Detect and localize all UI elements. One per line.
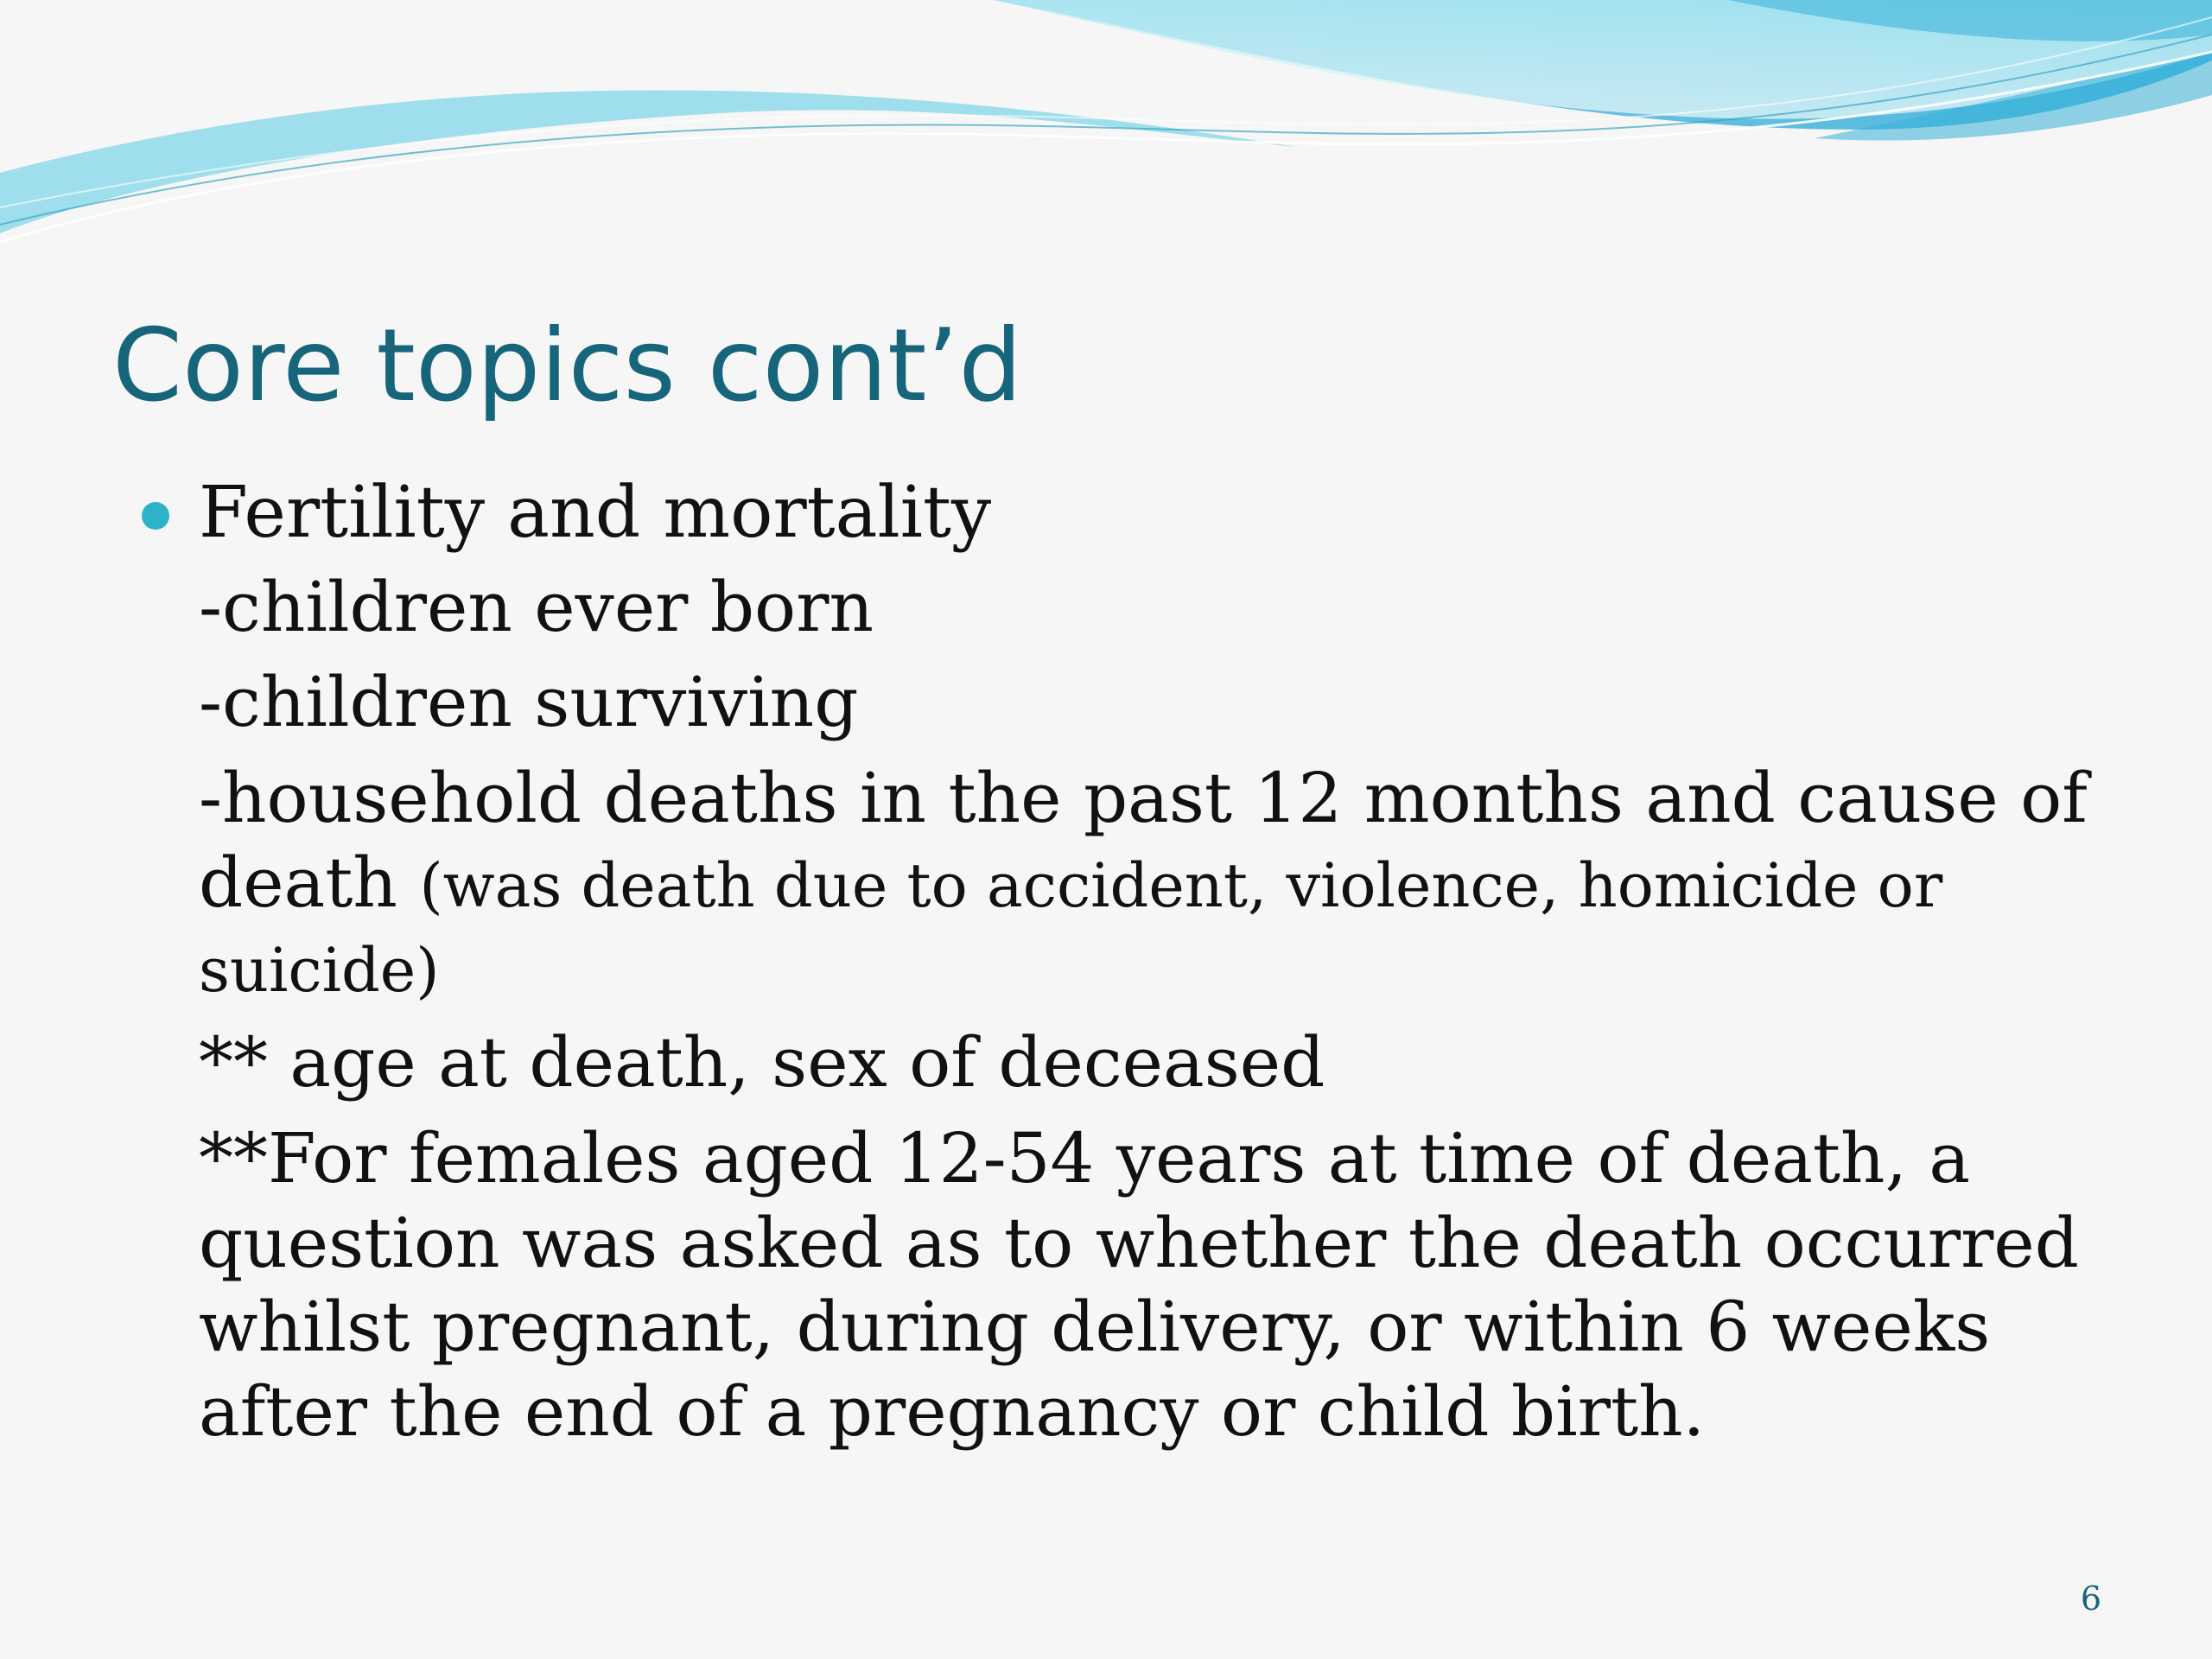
bullet-icon (142, 502, 169, 530)
bullet-item (199, 471, 2134, 556)
wave-band-left (0, 0, 1296, 233)
header-wave-decoration (0, 0, 2212, 259)
item-age-sex: ** age at death, sex of deceased (199, 1022, 1325, 1103)
slide-content (199, 471, 2134, 1466)
bullet-text: Fertility and mortality (199, 472, 992, 554)
item-household-deaths (199, 756, 2134, 1009)
item-children-surviving: -children surviving (199, 662, 859, 743)
household-deaths-text: -household deaths in the past 12 months and cause of death (199, 758, 2088, 923)
household-deaths-detail: (was death due to accident, violence, homicide or suicide) (199, 849, 1943, 1006)
slide-title: Core topics cont’d (112, 308, 1023, 424)
item-females-question: **For females aged 12-54 years at time of death, a question was asked as to whether the death occurred whilst pregnant, during delivery, or within 6 weeks after the end of a pregnancy or child birth. (199, 1118, 2079, 1452)
item-children-ever-born: -children ever born (199, 567, 874, 648)
page-number: 6 (2080, 1580, 2101, 1618)
